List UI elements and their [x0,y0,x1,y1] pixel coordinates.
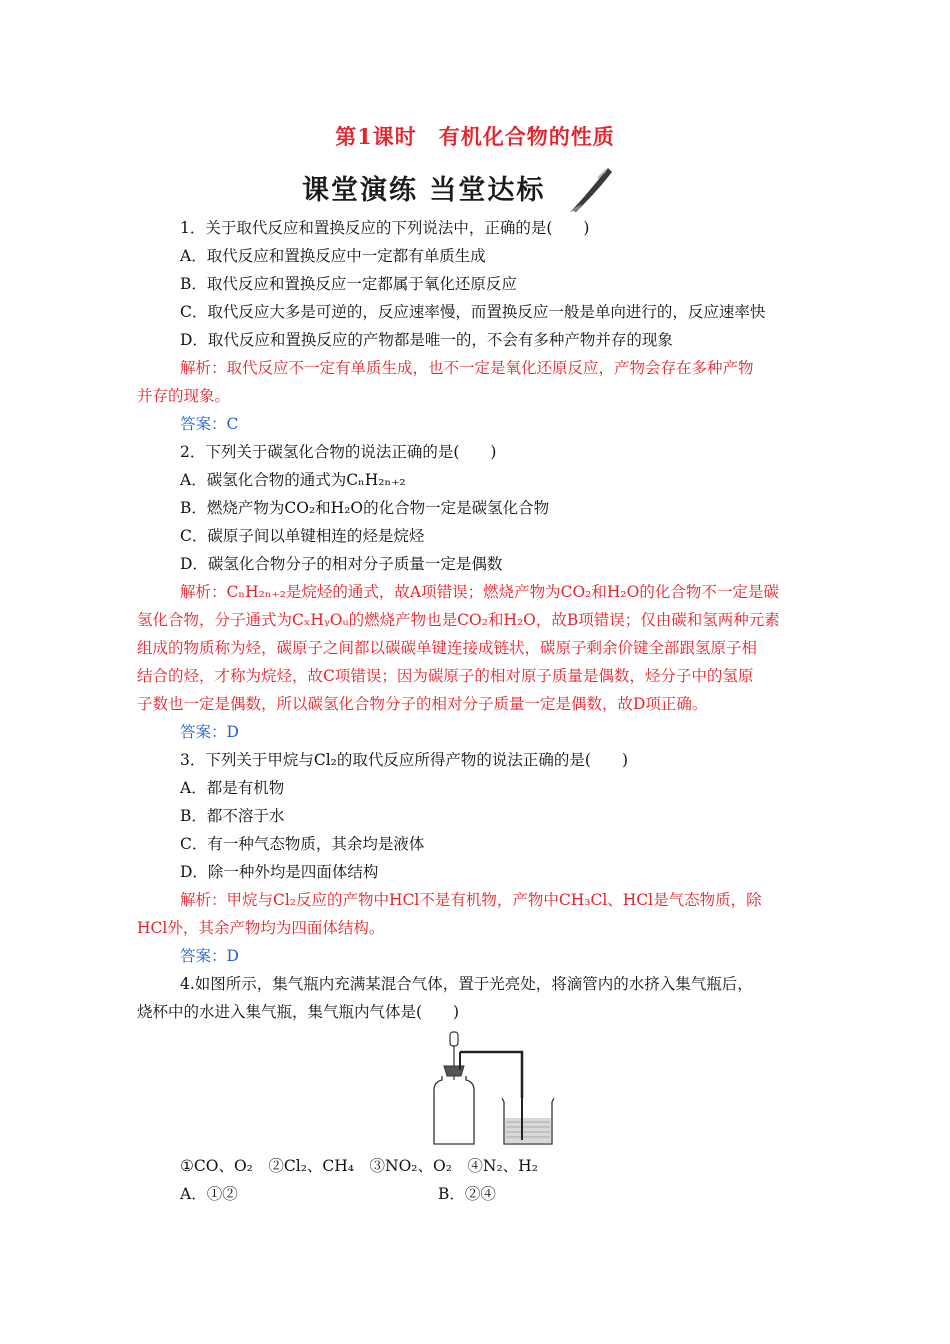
q3-stem: 3．下列关于甲烷与Cl₂的取代反应所得产物的说法正确的是( ) [180,751,628,769]
q4-stem: 4.如图所示，集气瓶内充满某混合气体，置于光亮处，将滴管内的水挤入集气瓶后， [180,975,753,993]
analysis-label: 解析： [180,891,227,909]
q4-stem-cont: 烧杯中的水进入集气瓶，集气瓶内气体是( ) [137,1003,460,1021]
q1-analysis-cont: 并存的现象。 [137,387,231,405]
q2-option-c: C．碳原子间以单键相连的烃是烷烃 [180,527,425,545]
q1-option-c: C．取代反应大多是可逆的，反应速率慢，而置换反应一般是单向进行的，反应速率快 [180,303,766,321]
q2-analysis-text: CₙH₂ₙ₊₂是烷烃的通式，故A项错误；燃烧产物为CO₂和H₂O的化合物不一定是碳 [226,583,779,601]
q3-analysis-cont: HCl外，其余产物均为四面体结构。 [137,919,385,937]
q1-stem: 1．关于取代反应和置换反应的下列说法中，正确的是( ) [180,219,590,237]
q2-stem: 2．下列关于碳氢化合物的说法正确的是( ) [180,443,497,461]
q2-answer: 答案：D [180,723,239,741]
q2-analysis [180,582,779,602]
q2-option-d: D．碳氢化合物分子的相对分子质量一定是偶数 [180,555,503,573]
q2-option-b: B．燃烧产物为CO₂和H₂O的化合物一定是碳氢化合物 [180,499,550,517]
analysis-label: 解析： [180,583,227,601]
q3-answer: 答案：D [180,947,239,965]
page-title: 第1课时 有机化合物的性质 [335,124,615,149]
section-banner [302,164,618,214]
q3-option-b: B．都不溶于水 [180,807,285,825]
q4-choices: ①CO、O₂ ②Cl₂、CH₄ ③NO₂、O₂ ④N₂、H₂ [180,1157,538,1175]
brush-icon [568,164,616,214]
q3-analysis-text: 甲烷与Cl₂反应的产物中HCl不是有机物，产物中CH₃Cl、HCl是气态物质，除 [226,891,762,909]
q3-option-d: D．除一种外均是四面体结构 [180,863,379,881]
q4-option-b: B．②④ [438,1185,496,1203]
q1-option-b: B．取代反应和置换反应一定都属于氧化还原反应 [180,275,517,293]
q2-analysis-cont-4: 子数也一定是偶数，所以碳氢化合物分子的相对分子质量一定是偶数，故D项正确。 [137,695,708,713]
gas-bottle-beaker-figure [430,1028,570,1148]
analysis-label: 解析： [180,359,227,377]
q2-option-a: A．碳氢化合物的通式为CₙH₂ₙ₊₂ [180,471,406,489]
q3-analysis [180,890,762,910]
q1-answer: 答案：C [180,415,239,433]
q2-analysis-cont-2: 组成的物质称为烃，碳原子之间都以碳碳单键连接成链状，碳原子剩余价键全部跟氢原子相 [137,639,758,657]
banner-text: 课堂演练 当堂达标 [302,175,546,206]
q3-option-c: C．有一种气态物质，其余均是液体 [180,835,425,853]
q3-option-a: A．都是有机物 [180,779,285,797]
q1-option-a: A．取代反应和置换反应中一定都有单质生成 [180,247,486,265]
q2-analysis-cont-1: 氢化合物，分子通式为CₓHᵧOᵤ的燃烧产物也是CO₂和H₂O，故B项错误；仅由碳和氢两种元素 [137,611,780,629]
q1-analysis-text: 取代反应不一定有单质生成，也不一定是氧化还原反应，产物会存在多种产物 [226,359,754,377]
q1-option-d: D．取代反应和置换反应的产物都是唯一的，不会有多种产物并存的现象 [180,331,673,349]
q1-analysis [180,358,754,378]
q4-option-a: A．①② [180,1185,238,1203]
q2-analysis-cont-3: 结合的烃，才称为烷烃，故C项错误；因为碳原子的相对原子质量是偶数，烃分子中的氢原 [137,667,754,685]
